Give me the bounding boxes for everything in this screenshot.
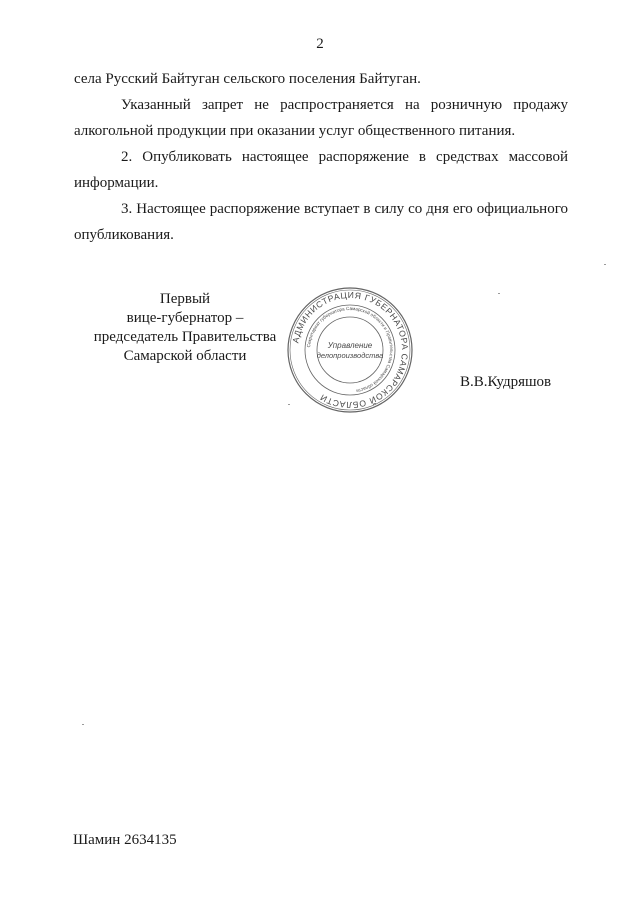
page-number: 2 <box>316 36 324 52</box>
document-body <box>74 66 568 248</box>
paragraph-item-2: 2. Опубликовать настоящее распоряжение в средствах массовой информации. <box>74 149 568 191</box>
signer-name: В.В.Кудряшов <box>460 374 552 390</box>
seal-inner-text: Секретариат губернатора Самарской области и Правительства Самарской области <box>306 305 395 394</box>
seal-center-line-1: Управление <box>327 341 373 350</box>
scan-speck <box>82 724 84 725</box>
seal-outer-text: АДМИНИСТРАЦИЯ ГУБЕРНАТОРА САМАРСКОЙ ОБЛАСТИ <box>290 289 411 411</box>
signer-position-line: вице-губернатор – <box>126 310 244 326</box>
signer-position-line: Самарской области <box>123 348 247 364</box>
paragraph-item-3: 3. Настоящее распоряжение вступает в силу со дня его официального опубликования. <box>74 201 568 243</box>
official-seal-stamp <box>286 286 414 414</box>
paragraph-exception: Указанный запрет не распространяется на розничную продажу алкогольной продукции при оказании услуг общественного питания. <box>74 97 568 139</box>
signer-position <box>90 290 280 366</box>
executor-contact: Шамин 2634135 <box>73 832 177 848</box>
scan-speck <box>604 264 606 265</box>
seal-center-line-2: делопроизводства <box>316 351 384 360</box>
paragraph-continuation: села Русский Байтуган сельского поселения Байтуган. <box>74 71 421 87</box>
signer-position-line: председатель Правительства <box>93 329 277 345</box>
scan-speck <box>288 404 290 405</box>
signer-position-line: Первый <box>159 291 211 307</box>
scan-speck <box>498 293 500 294</box>
